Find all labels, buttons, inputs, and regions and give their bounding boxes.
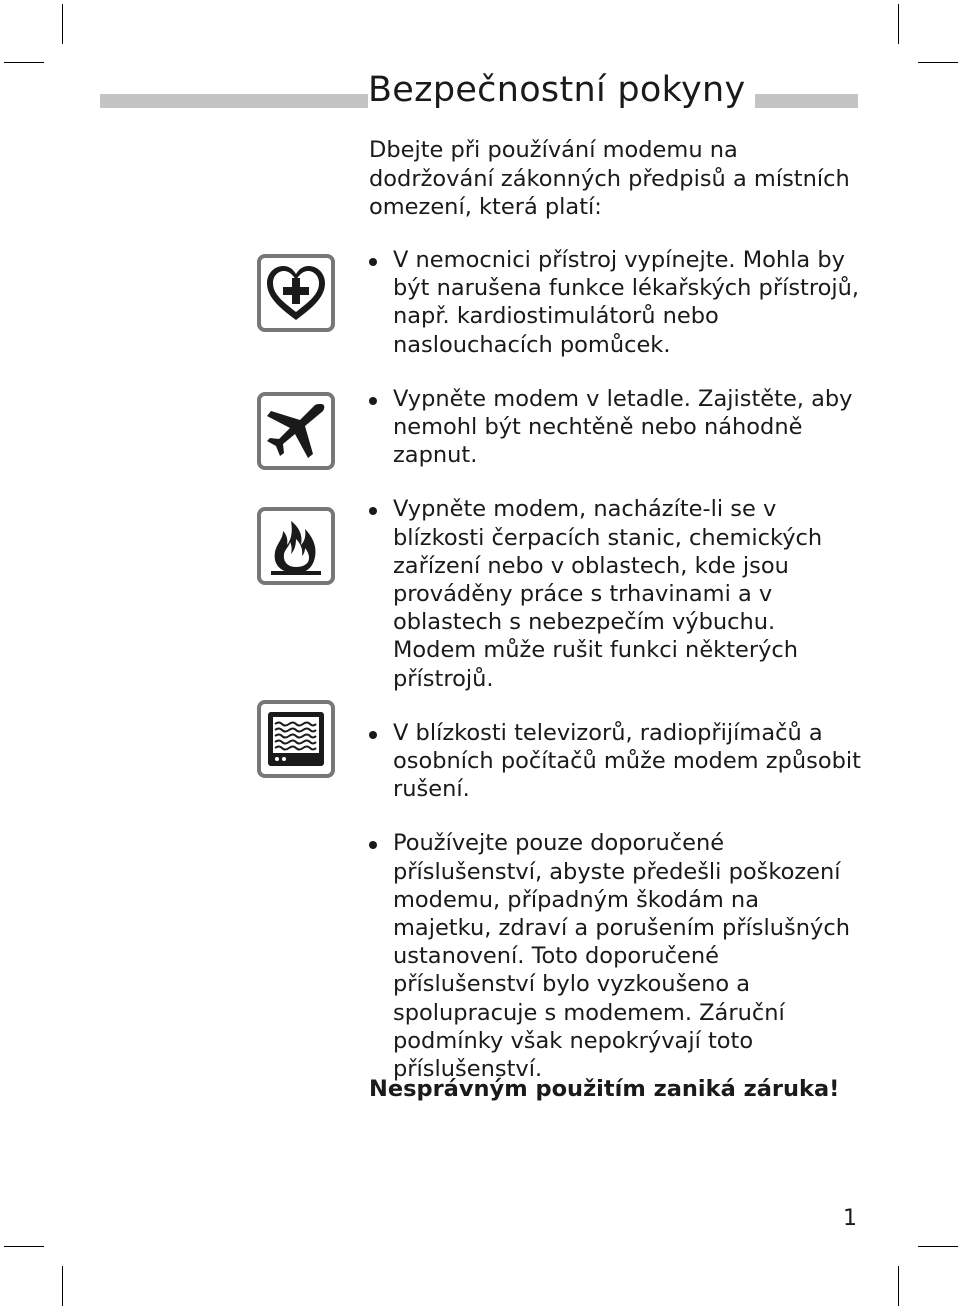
page-number: 1 bbox=[843, 1206, 857, 1231]
list-item-text: V blízkosti televizorů, radiopřijímačů a osobních počítačů může modem způsobit rušení. bbox=[393, 719, 861, 803]
page-title: Bezpečnostní pokyny bbox=[368, 68, 755, 112]
intro-paragraph: Dbejte při používání modemu na dodržování zákonných předpisů a místních omezení, která platí: bbox=[369, 137, 850, 220]
warranty-warning: Nesprávným použitím zaniká záruka! bbox=[369, 1076, 840, 1102]
bullet-dot bbox=[369, 731, 377, 739]
tv-interference-icon bbox=[257, 700, 335, 778]
list-item-text: Vypněte modem v letadle. Zajistěte, aby nemohl být nechtěně nebo náhodně zapnut. bbox=[393, 385, 853, 469]
crop-mark bbox=[918, 1246, 958, 1247]
list-item-text: Vypněte modem, nacházíte-li se v blízkosti čerpacích stanic, chemických zařízení nebo v oblastech, kde jsou prováděny práce s trhavinami a v oblastech s nebezpečím výbuchu. Modem může rušit funkci některých přístrojů. bbox=[393, 496, 823, 692]
airplane-icon bbox=[257, 392, 335, 470]
heart-medical-icon bbox=[257, 254, 335, 332]
bullet-dot bbox=[369, 397, 377, 405]
list-item bbox=[369, 719, 861, 804]
list-item bbox=[369, 495, 861, 692]
crop-mark bbox=[4, 1246, 44, 1247]
list-item bbox=[369, 385, 861, 470]
crop-mark bbox=[62, 4, 63, 44]
bullet-dot bbox=[369, 258, 377, 266]
crop-mark bbox=[4, 62, 44, 63]
crop-mark bbox=[898, 1266, 899, 1306]
crop-mark bbox=[918, 62, 958, 63]
list-item-text: V nemocnici přístroj vypínejte. Mohla by být narušena funkce lékařských přístrojů, např. kardiostimulátorů nebo naslouchacích pomůcek. bbox=[393, 247, 860, 358]
bullet-dot bbox=[369, 841, 377, 849]
list-item bbox=[369, 246, 861, 359]
safety-list bbox=[369, 246, 861, 1083]
list-item-text: Používejte pouze doporučené příslušenství, abyste předešli poškození modemu, případným škodám na majetku, zdraví a porušením příslušných ustanovení. Toto doporučené příslušenství bylo vyzkoušeno a spolupracuje s modemem. Záruční podmínky však nepokrývají toto příslušenství. bbox=[393, 830, 850, 1083]
flame-icon bbox=[257, 507, 335, 585]
crop-mark bbox=[898, 4, 899, 44]
crop-mark bbox=[62, 1266, 63, 1306]
list-item bbox=[369, 829, 861, 1083]
bullet-dot bbox=[369, 507, 377, 515]
